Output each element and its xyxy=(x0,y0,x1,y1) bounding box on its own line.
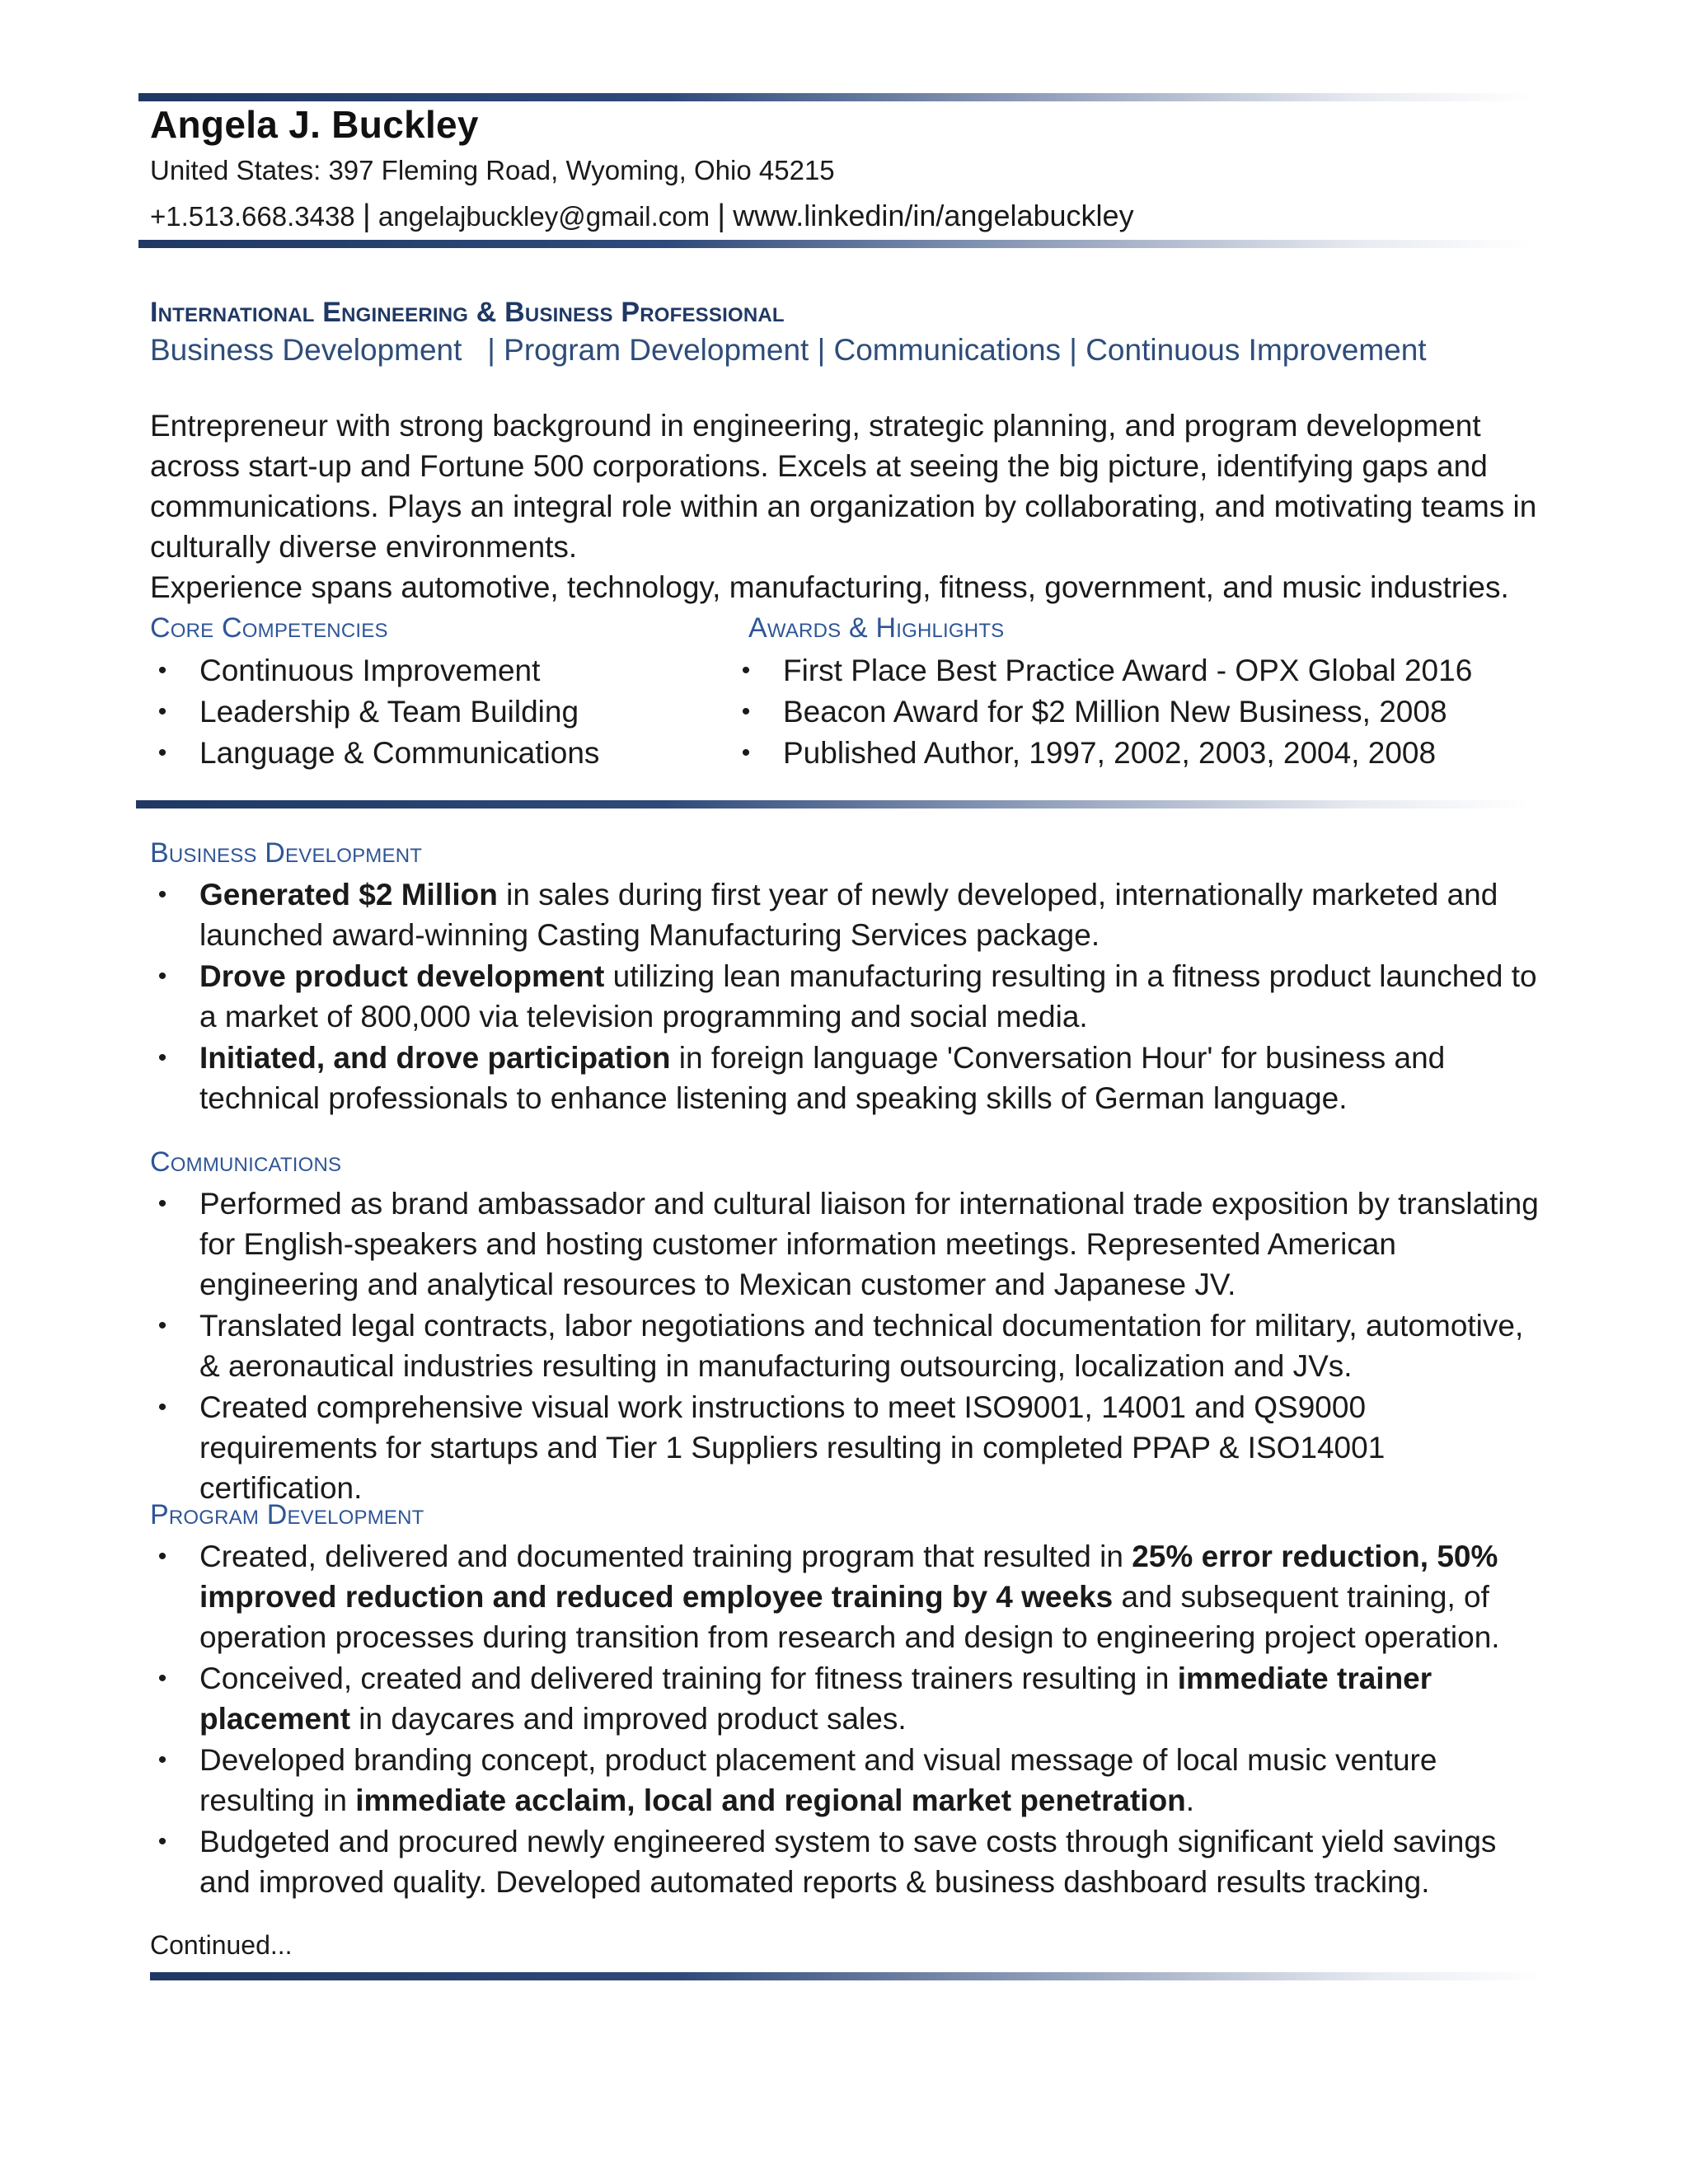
list-item: • Drove product development utilizing lean manufacturing resulting in a fitness product launched to a market of 800,000 via television programming and social media. xyxy=(150,956,1551,1037)
list-item: • First Place Best Practice Award - OPX Global 2016 xyxy=(734,650,1541,691)
list-item: • Conceived, created and delivered training for fitness trainers resulting in immediate trainer placement in daycares and improved product sales. xyxy=(150,1658,1551,1739)
bullet-icon: • xyxy=(157,963,167,990)
header-bottom-rule xyxy=(138,240,1531,248)
list-item: • Generated $2 Million in sales during first year of newly developed, internationally marketed and launched award-winning Casting Manufacturing Services package. xyxy=(150,874,1551,955)
communications-list xyxy=(150,1183,1551,1509)
business-development-title: Business Development xyxy=(150,837,423,869)
list-item: • Developed branding concept, product placement and visual message of local music venture resulting in immediate acclaim, local and regional market penetration. xyxy=(150,1740,1551,1821)
awards-list xyxy=(734,650,1541,774)
phone: +1.513.668.3438 xyxy=(150,201,355,232)
list-item: • Created comprehensive visual work instructions to meet ISO9001, 14001 and QS9000 requirements for startups and Tier 1 Suppliers resulting in completed PPAP & ISO14001 certification. xyxy=(150,1387,1551,1508)
bullet-icon: • xyxy=(157,657,167,684)
list-item: • Leadership & Team Building xyxy=(150,691,727,733)
list-item: • Created, delivered and documented training program that resulted in 25% error reduction, 50% improved reduction and reduced employee training by 4 weeks and subsequent training, of operation processes during transition from research and design to engineering project operation. xyxy=(150,1536,1551,1657)
bullet-icon: • xyxy=(741,739,751,766)
bullet-icon: • xyxy=(157,881,167,908)
bullet-icon: • xyxy=(157,1190,167,1217)
bullet-icon: • xyxy=(157,1746,167,1774)
bullet-icon: • xyxy=(157,1543,167,1570)
list-item: • Budgeted and procured newly engineered system to save costs through significant yield savings and improved quality. Developed automated reports & business dashboard results tracking. xyxy=(150,1821,1551,1902)
email-link[interactable]: angelajbuckley@gmail.com xyxy=(377,201,710,232)
list-item: • Continuous Improvement xyxy=(150,650,727,691)
bullet-icon: • xyxy=(157,1312,167,1339)
linkedin-link[interactable]: www.linkedin/in/angelabuckley xyxy=(733,199,1134,232)
business-development-list xyxy=(150,874,1551,1119)
core-competencies-list xyxy=(150,650,727,774)
program-development-list xyxy=(150,1536,1551,1903)
bullet-icon: • xyxy=(157,698,167,725)
bullet-icon: • xyxy=(157,1044,167,1071)
professional-headline: International Engineering & Business Professional xyxy=(150,297,785,328)
address: United States: 397 Fleming Road, Wyoming, Ohio 45215 xyxy=(150,155,835,185)
section-divider xyxy=(136,800,1529,808)
separator: | xyxy=(362,199,371,233)
bullet-icon: • xyxy=(741,698,751,725)
footer-rule xyxy=(150,1972,1543,1980)
focus-areas: Business Development | Program Development | Communications | Continuous Improvement xyxy=(150,333,1427,367)
candidate-name: Angela J. Buckley xyxy=(150,103,479,146)
bullet-icon: • xyxy=(157,739,167,766)
list-item: • Published Author, 1997, 2002, 2003, 2004, 2008 xyxy=(734,733,1541,774)
core-competencies-title: Core Competencies xyxy=(150,612,388,644)
list-item: • Language & Communications xyxy=(150,733,727,774)
summary-paragraph: Entrepreneur with strong background in engineering, strategic planning, and program development across start-up and Fortune 500 corporations. Excels at seeing the big picture, identifying gaps and communications. Plays an integral role within an organization by collaborating, and motivating teams in culturally diverse environments. xyxy=(150,409,1537,564)
continued-note: Continued... xyxy=(150,1930,293,1960)
summary xyxy=(150,405,1543,607)
bullet-icon: • xyxy=(741,657,751,684)
list-item: • Performed as brand ambassador and cultural liaison for international trade exposition by translating for English-speakers and hosting customer information meetings. Represented American engineering and analytical resources to Mexican customer and Japanese JV. xyxy=(150,1183,1551,1305)
separator: | xyxy=(717,199,726,233)
bullet-icon: • xyxy=(157,1665,167,1692)
list-item: • Translated legal contracts, labor negotiations and technical documentation for military, automotive, & aeronautical industries resulting in manufacturing outsourcing, localization and JVs. xyxy=(150,1305,1551,1386)
header-top-rule xyxy=(138,93,1531,101)
awards-title: Awards & Highlights xyxy=(748,612,1005,644)
summary-paragraph: Experience spans automotive, technology, manufacturing, fitness, government, and music industries. xyxy=(150,570,1509,604)
bullet-icon: • xyxy=(157,1394,167,1421)
bullet-icon: • xyxy=(157,1828,167,1855)
list-item: • Initiated, and drove participation in foreign language 'Conversation Hour' for business and technical professionals to enhance listening and speaking skills of German language. xyxy=(150,1038,1551,1118)
communications-title: Communications xyxy=(150,1146,342,1178)
list-item: • Beacon Award for $2 Million New Business, 2008 xyxy=(734,691,1541,733)
program-development-title: Program Development xyxy=(150,1499,424,1530)
contact-line xyxy=(150,199,1134,234)
